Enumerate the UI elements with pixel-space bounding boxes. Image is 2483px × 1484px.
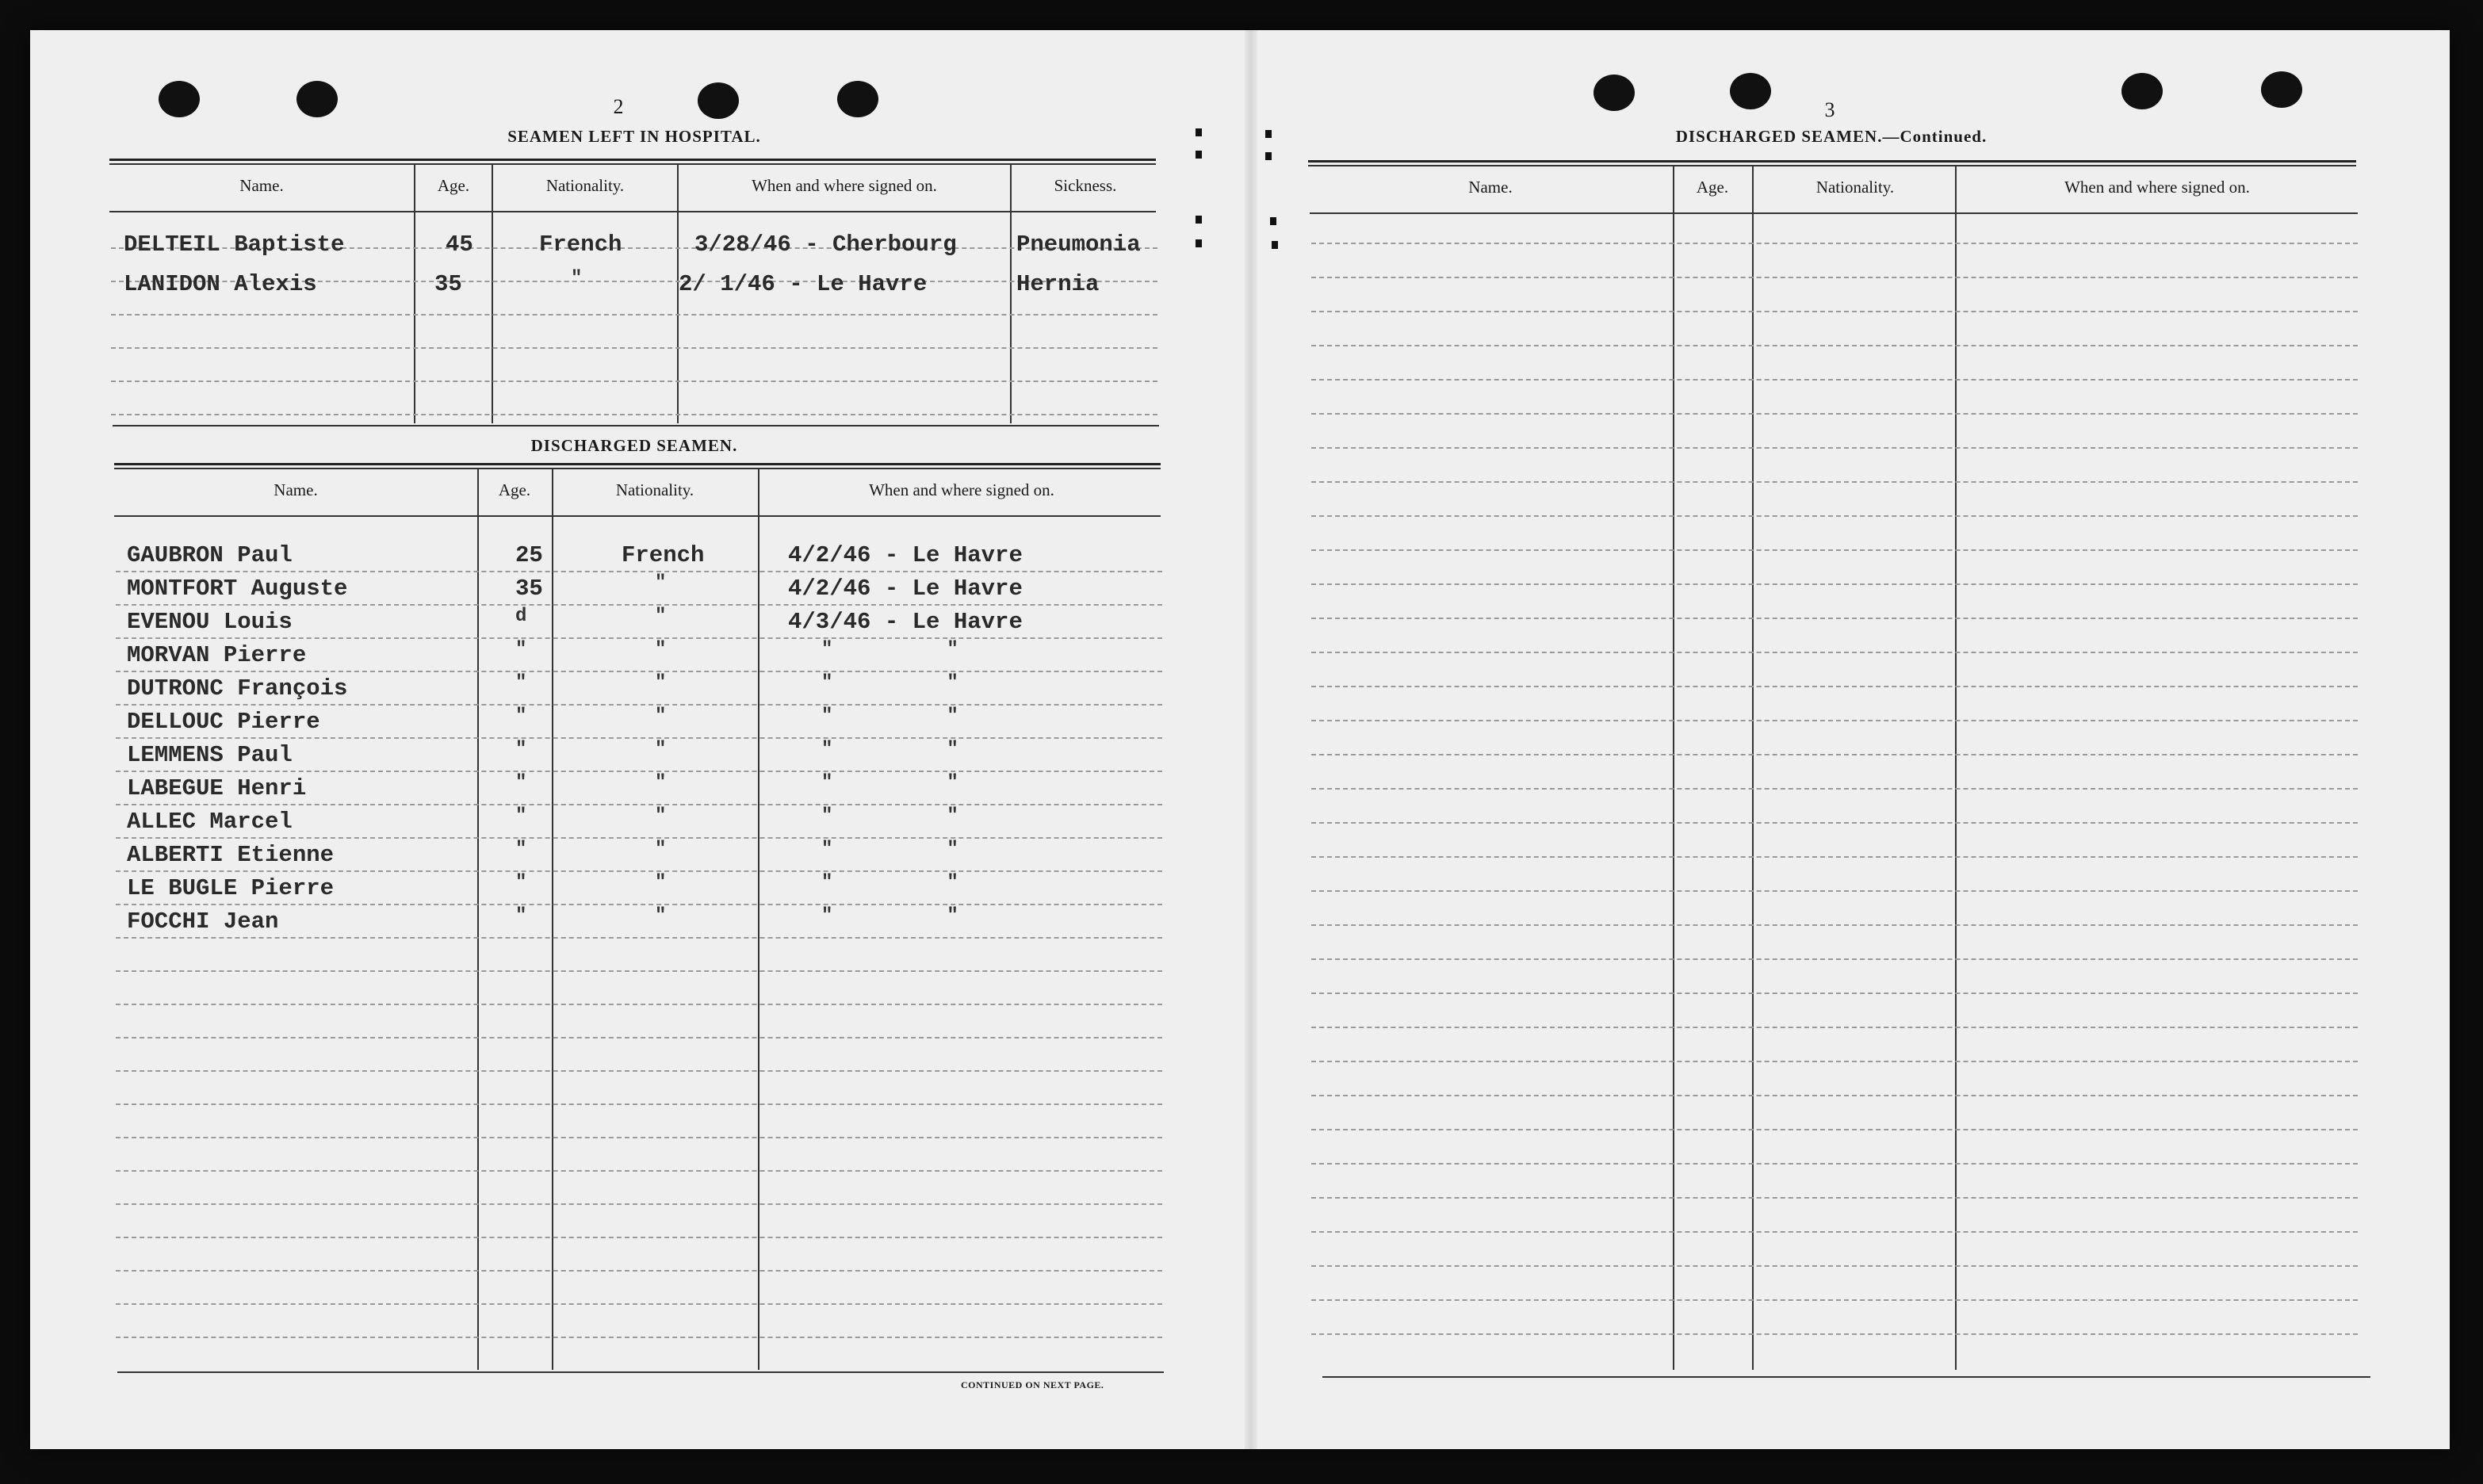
discharged-nationality: ": [655, 572, 667, 594]
hospital-name: DELTEIL Baptiste: [124, 231, 345, 258]
column-divider: [492, 165, 493, 423]
binding-mark: [1272, 241, 1278, 249]
ruled-line: [116, 1303, 1162, 1305]
col-signed-on: When and where signed on.: [869, 480, 1054, 499]
ruled-line: [111, 347, 1157, 349]
ruled-line: [1311, 311, 2358, 312]
discharged-name: MORVAN Pierre: [127, 642, 307, 668]
discharged-nationality: ": [655, 839, 667, 860]
ruled-line: [1311, 924, 2358, 926]
discharged-name: MONTFORT Auguste: [127, 576, 348, 602]
discharged-name: ALLEC Marcel: [127, 809, 293, 835]
ruled-line: [116, 1170, 1162, 1172]
page-fold: [1245, 30, 1257, 1449]
right-section-heading: DISCHARGED SEAMEN.—Continued.: [1675, 127, 1988, 146]
ruled-line: [111, 381, 1157, 382]
discharged-signed-on: 4/2/46 - Le Havre: [788, 576, 1023, 602]
ruled-line: [111, 414, 1157, 415]
hospital-signed-on: 2/ 1/46 - Le Havre: [679, 271, 928, 297]
discharged-nationality: French: [622, 542, 705, 568]
ruled-line: [1311, 1061, 2358, 1062]
ruled-line: [1311, 1095, 2358, 1096]
col-signed-on: When and where signed on.: [752, 176, 937, 195]
hospital-signed-on: 3/28/46 - Cherbourg: [694, 231, 957, 258]
discharged-signed-on: " ": [821, 639, 958, 660]
rule: [109, 211, 1156, 212]
discharged-nationality: ": [655, 905, 667, 927]
discharged-signed-on: 4/3/46 - Le Havre: [788, 609, 1023, 635]
page-number-left: 2: [613, 95, 624, 118]
col-signed-on: When and where signed on.: [2064, 178, 2250, 197]
ruled-line: [1311, 618, 2358, 619]
rule: [114, 515, 1161, 517]
ruled-line: [116, 1237, 1162, 1238]
discharged-nationality: ": [655, 706, 667, 727]
ruled-line: [1311, 890, 2358, 892]
ruled-line: [116, 1103, 1162, 1105]
ruled-line: [1311, 583, 2358, 585]
discharged-signed-on: " ": [821, 772, 958, 794]
rule: [109, 163, 1156, 165]
ruled-line: [1311, 277, 2358, 278]
column-divider: [1955, 166, 1957, 1370]
ruled-line: [1311, 1265, 2358, 1267]
hospital-age: 35: [434, 271, 462, 297]
discharged-age: ": [515, 639, 527, 660]
ruled-line: [1311, 720, 2358, 721]
discharged-age: ": [515, 872, 527, 893]
ruled-line: [116, 870, 1162, 872]
ruled-line: [1311, 993, 2358, 994]
ruled-line: [116, 704, 1162, 706]
discharged-age: ": [515, 706, 527, 727]
column-divider: [1010, 165, 1012, 423]
ruled-line: [1311, 345, 2358, 346]
col-name: Name.: [1468, 178, 1513, 197]
hospital-age: 45: [446, 231, 473, 258]
punch-hole: [159, 81, 200, 117]
ruled-line: [1311, 515, 2358, 517]
ruled-line: [116, 1337, 1162, 1338]
column-divider: [1752, 166, 1754, 1370]
discharged-age: d: [515, 606, 527, 627]
rule: [1308, 160, 2356, 163]
ruled-line: [1311, 1299, 2358, 1301]
discharged-name: FOCCHI Jean: [127, 908, 279, 935]
ruled-line: [116, 637, 1162, 639]
binding-mark: [1196, 128, 1202, 136]
col-age: Age.: [1696, 178, 1729, 197]
ruled-line: [1311, 822, 2358, 824]
discharged-name: LABEGUE Henri: [127, 775, 307, 801]
discharged-nationality: ": [655, 639, 667, 660]
discharged-name: LE BUGLE Pierre: [127, 875, 335, 901]
hospital-section-heading: SEAMEN LEFT IN HOSPITAL.: [507, 127, 761, 146]
col-age: Age.: [498, 480, 531, 499]
ruled-line: [116, 1037, 1162, 1038]
punch-hole: [1593, 75, 1635, 111]
ruled-line: [116, 904, 1162, 905]
binding-mark: [1265, 130, 1272, 138]
hospital-nationality: French: [539, 231, 622, 258]
discharged-name: EVENOU Louis: [127, 609, 293, 635]
discharged-section-heading: DISCHARGED SEAMEN.: [530, 436, 738, 455]
col-name: Name.: [274, 480, 318, 499]
ruled-line: [1311, 754, 2358, 755]
discharged-age: ": [515, 739, 527, 760]
discharged-age: ": [515, 772, 527, 794]
page-number-right: 3: [1824, 98, 1835, 121]
binding-mark: [1196, 151, 1202, 159]
hospital-sickness: Hernia: [1016, 271, 1100, 297]
punch-hole: [2261, 71, 2302, 108]
binding-mark: [1196, 239, 1202, 247]
ruled-line: [116, 1004, 1162, 1005]
discharged-signed-on: " ": [821, 706, 958, 727]
discharged-name: ALBERTI Etienne: [127, 842, 335, 868]
discharged-name: LEMMENS Paul: [127, 742, 293, 768]
ruled-line: [1311, 549, 2358, 551]
discharged-nationality: ": [655, 872, 667, 893]
ruled-line: [1311, 1163, 2358, 1165]
discharged-age: 35: [515, 576, 543, 602]
rule: [109, 159, 1156, 161]
rule: [117, 1371, 1164, 1373]
punch-hole: [2121, 73, 2163, 109]
binding-mark: [1196, 216, 1202, 224]
discharged-age: ": [515, 839, 527, 860]
discharged-nationality: ": [655, 672, 667, 694]
punch-hole: [297, 81, 338, 117]
ruled-line: [116, 671, 1162, 672]
ruled-line: [1311, 413, 2358, 415]
col-nationality: Nationality.: [545, 176, 625, 195]
discharged-signed-on: " ": [821, 672, 958, 694]
ruled-line: [116, 837, 1162, 839]
col-age: Age.: [437, 176, 470, 195]
discharged-signed-on: " ": [821, 739, 958, 760]
ruled-line: [116, 771, 1162, 772]
ruled-line: [1311, 788, 2358, 790]
hospital-name: LANIDON Alexis: [124, 271, 317, 297]
hospital-sickness: Pneumonia: [1016, 231, 1141, 258]
discharged-age: ": [515, 805, 527, 827]
ruled-line: [116, 970, 1162, 972]
discharged-name: DUTRONC François: [127, 675, 348, 702]
column-divider: [414, 165, 415, 423]
rule: [114, 463, 1161, 465]
ruled-line: [116, 1270, 1162, 1272]
rule: [1322, 1376, 2370, 1378]
discharged-signed-on: " ": [821, 905, 958, 927]
discharged-nationality: ": [655, 772, 667, 794]
punch-hole: [837, 81, 878, 117]
discharged-signed-on: " ": [821, 839, 958, 860]
punch-hole: [1730, 73, 1771, 109]
ruled-line: [116, 604, 1162, 606]
ruled-line: [1311, 1027, 2358, 1028]
punch-hole: [698, 82, 739, 119]
ruled-line: [1311, 1197, 2358, 1199]
ruled-line: [1311, 958, 2358, 960]
discharged-signed-on: " ": [821, 872, 958, 893]
rule: [1310, 212, 2358, 214]
ruled-line: [116, 1203, 1162, 1205]
ruled-line: [116, 571, 1162, 572]
binding-mark: [1265, 152, 1272, 160]
ruled-line: [1311, 686, 2358, 687]
ruled-line: [1311, 481, 2358, 483]
ruled-line: [1311, 447, 2358, 449]
ruled-line: [1311, 243, 2358, 244]
discharged-signed-on: 4/2/46 - Le Havre: [788, 542, 1023, 568]
col-nationality: Nationality.: [615, 480, 694, 499]
ruled-line: [116, 804, 1162, 805]
discharged-name: GAUBRON Paul: [127, 542, 293, 568]
hospital-nationality: ": [571, 268, 583, 289]
discharged-nationality: ": [655, 739, 667, 760]
ruled-line: [116, 737, 1162, 739]
discharged-signed-on: " ": [821, 805, 958, 827]
column-divider: [1673, 166, 1674, 1370]
col-name: Name.: [239, 176, 284, 195]
ruled-line: [116, 937, 1162, 939]
col-nationality: Nationality.: [1815, 178, 1895, 197]
ruled-line: [1311, 379, 2358, 381]
ruled-line: [116, 1070, 1162, 1072]
discharged-age: ": [515, 905, 527, 927]
col-sickness: Sickness.: [1054, 176, 1117, 195]
discharged-age: ": [515, 672, 527, 694]
rule: [113, 425, 1159, 426]
ruled-line: [1311, 652, 2358, 653]
ruled-line: [111, 314, 1157, 316]
ruled-line: [116, 1137, 1162, 1138]
discharged-nationality: ": [655, 606, 667, 627]
discharged-name: DELLOUC Pierre: [127, 709, 320, 735]
binding-mark: [1270, 217, 1276, 225]
rule: [114, 468, 1161, 469]
ruled-line: [1311, 1231, 2358, 1233]
ruled-line: [1311, 856, 2358, 858]
discharged-age: 25: [515, 542, 543, 568]
rule: [1308, 165, 2356, 166]
ruled-line: [1311, 1333, 2358, 1335]
discharged-nationality: ": [655, 805, 667, 827]
continued-footer: CONTINUED ON NEXT PAGE.: [961, 1379, 1104, 1390]
ruled-line: [1311, 1129, 2358, 1130]
